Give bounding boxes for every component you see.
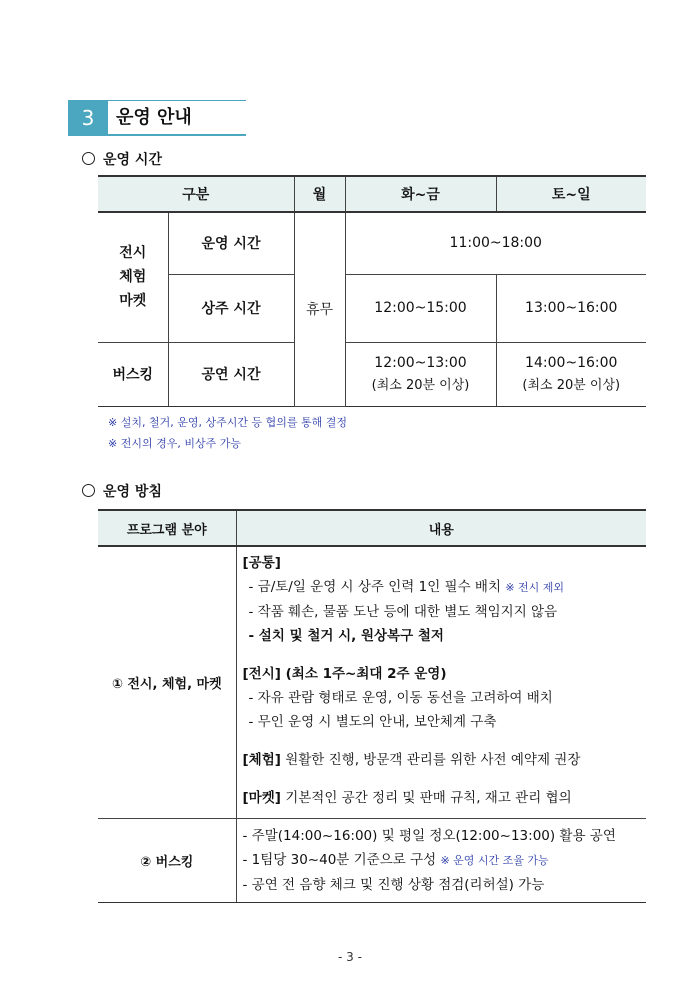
exhibit-item-2: - 무인 운영 시 별도의 안내, 보안체계 구축 [248,714,497,730]
policy-content-1 [236,546,646,818]
circle-bullet-icon [82,484,95,497]
common-item-1 [243,575,641,600]
staffing-weekend: 13:00~16:00 [496,274,646,342]
section-title: 운영 안내 [116,107,192,128]
performance-weekday-note: (최소 20분 이상) [371,377,470,393]
common-title: [공통] [242,555,281,571]
busking-item-2-note: ※ 운영 시간 조율 가능 [440,853,549,867]
group-exhibit-line3: 마켓 [119,293,147,310]
monday-closed: 휴무 [294,212,345,406]
spacer [243,648,641,662]
group-exhibit-line1: 전시 [119,245,147,262]
col-category: 구분 [98,176,294,212]
page-number: - 3 - [338,950,362,964]
market-title: [마켓] [242,790,281,806]
category-busking: ② 버스킹 [98,818,236,902]
group-exhibit [98,212,168,342]
hours-heading-text: 운영 시간 [103,152,162,168]
policy-table [98,509,646,903]
staffing-weekday: 12:00~15:00 [345,274,496,342]
col-content: 내용 [236,510,646,546]
busking-item-1: - 주말(14:00~16:00) 및 평일 정오(12:00~13:00) 활용 공연 [242,827,616,844]
busking-item-2-text: - 1팀당 30~40분 기준으로 구성 [242,851,437,868]
busking-item-3: - 공연 전 음향 체크 및 진행 상황 점검(리허설) 가능 [242,876,545,893]
operating-hours-value: 11:00~18:00 [345,212,646,274]
section-rule-bottom [108,134,246,136]
performance-weekend-note: (최소 20분 이상) [522,377,621,393]
performance-weekday [345,342,496,406]
common-item-2: - 작품 훼손, 물품 도난 등에 대한 별도 책임지지 않음 [248,604,558,620]
col-monday: 월 [294,176,345,212]
experience-line [243,748,641,772]
row-staffing-label: 상주 시간 [168,274,294,342]
row-operating-label: 운영 시간 [168,212,294,274]
row-performance-label: 공연 시간 [168,342,294,406]
hours-heading [82,149,162,169]
performance-weekend-time: 14:00~16:00 [525,354,618,371]
performance-weekday-time: 12:00~13:00 [374,354,467,371]
category-exhibit-experience-market: ① 전시, 체험, 마켓 [98,546,236,818]
common-item-1-text: - 금/토/일 운영 시 상주 인력 1인 필수 배치 [248,579,502,595]
circle-bullet-icon [82,152,95,165]
market-text: 기본적인 공간 정리 및 판매 규칙, 재고 관리 협의 [280,790,572,806]
group-exhibit-line2: 체험 [119,269,147,286]
common-item-1-note: ※ 전시 제외 [505,581,565,594]
hours-table [98,175,646,407]
col-program: 프로그램 분야 [98,510,236,546]
policy-content-2 [236,818,646,902]
hours-note-1: ※ 설치, 철거, 운영, 상주시간 등 협의를 통해 결정 [108,416,347,429]
exhibit-title: [전시] (최소 1주~최대 2주 운영) [242,666,447,682]
col-weekend: 토~일 [496,176,646,212]
hours-note-2: ※ 전시의 경우, 비상주 가능 [108,437,241,450]
market-line [243,786,641,810]
common-item-3: - 설치 및 철거 시, 원상복구 철저 [248,628,444,644]
policy-heading-text: 운영 방침 [103,484,162,500]
group-busking: 버스킹 [98,342,168,406]
exhibit-item-1: - 자유 관람 형태로 운영, 이동 동선을 고려하여 배치 [248,690,553,706]
spacer [243,772,641,786]
section-header [68,100,246,136]
busking-item-2 [243,848,641,873]
section-number: 3 [68,100,108,136]
spacer [243,734,641,748]
col-weekday: 화~금 [345,176,496,212]
performance-weekend [496,342,646,406]
experience-text: 원활한 진행, 방문객 관리를 위한 사전 예약제 권장 [280,752,581,768]
policy-heading [82,481,162,501]
experience-title: [체험] [242,752,281,768]
